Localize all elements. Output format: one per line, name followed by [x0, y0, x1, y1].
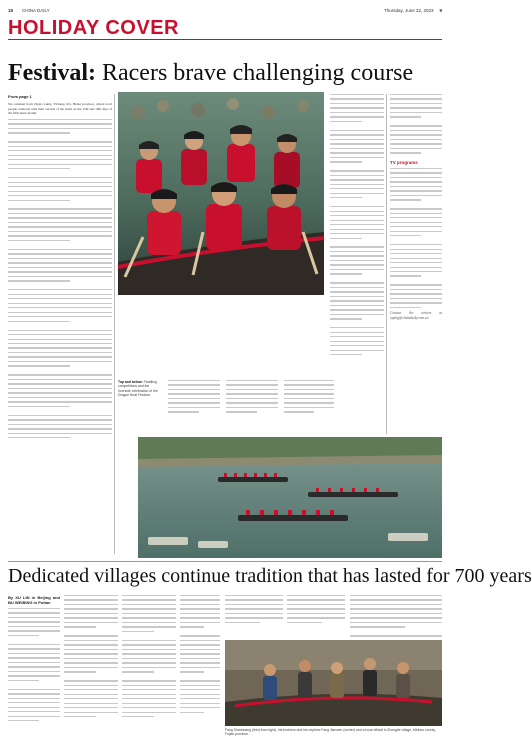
body-text-block [122, 595, 176, 717]
story1-column-4 [284, 380, 334, 432]
story1-column-1 [8, 94, 112, 514]
story1-column-6 [390, 94, 442, 434]
story1-intro-text: Six oarsmen from Zigui county, Yichang city, Hubei province, where local people celebrate with their version of the ritual on the 15th and 16th days of the fifth lunar month. [8, 102, 112, 116]
caption-text: Paddling competitions and the riverside celebration of the Dragon Boat Festival. [118, 380, 158, 398]
body-text-block [390, 94, 442, 158]
body-text-block [330, 94, 384, 355]
body-text-block [180, 595, 220, 713]
story1-photo-caption [118, 380, 162, 398]
section-header [8, 16, 442, 40]
story1-contact-line: Contact the writers at xujing@chinadaily.com.cn [390, 311, 442, 320]
body-text-block [64, 595, 118, 717]
column-divider [114, 94, 115, 554]
body-text-block [225, 595, 283, 623]
river-race-illustration [138, 437, 442, 558]
story1-headline-keyword: Festival: [8, 60, 96, 86]
story2-headline: Dedicated villages continue tradition that has lasted for 700 years [8, 565, 532, 587]
body-text-block [168, 380, 220, 413]
issue-date: Thursday, June 22, 2023 [384, 7, 434, 13]
story2-column-5 [225, 595, 283, 637]
body-text-block [390, 168, 442, 308]
story2-column-4 [180, 595, 220, 743]
river-race-photo [138, 437, 442, 558]
from-page-label: From page 1 [8, 94, 32, 99]
page-number: 18 [8, 7, 14, 13]
body-text-block [8, 119, 112, 439]
story2-column-3 [122, 595, 176, 743]
rowers-illustration [118, 92, 324, 295]
story2-photo-caption: Fang Shaohuang (third from right), his brothers and his nephew Fang Jianwen (center) and a local official in Zhongtie village, Minhou county, Fujian province. [225, 728, 436, 737]
story2-column-2 [64, 595, 118, 743]
village-boat-builders-photo [225, 640, 442, 726]
story1-column-3 [226, 380, 278, 432]
story1-column-2 [168, 380, 220, 432]
story2-column-6 [287, 595, 345, 637]
body-text-block [226, 380, 278, 413]
story-divider [8, 561, 442, 562]
page-number-right: 9 [439, 7, 442, 13]
body-text-block [284, 380, 334, 413]
story1-headline-rest: Racers brave challenging course [95, 60, 414, 86]
story1-headline [8, 59, 442, 87]
publication-name: CHINA DAILY [22, 7, 50, 13]
boat-builders-illustration [225, 640, 442, 726]
story1-column-5 [330, 94, 384, 394]
caption-title: Top and below: [118, 380, 143, 384]
body-text-block [287, 595, 345, 623]
tv-programs-subhead: TV programs [390, 160, 418, 166]
column-divider [386, 94, 387, 434]
section-title: HOLIDAY COVER [8, 17, 179, 39]
page-header-bar [8, 6, 442, 14]
body-text-block [8, 608, 60, 721]
dragon-boat-rowers-photo [118, 92, 324, 295]
story2-byline: By XU LIN in Beijing and BU WEIBING in Putian [8, 595, 60, 605]
story2-column-1 [8, 595, 60, 743]
